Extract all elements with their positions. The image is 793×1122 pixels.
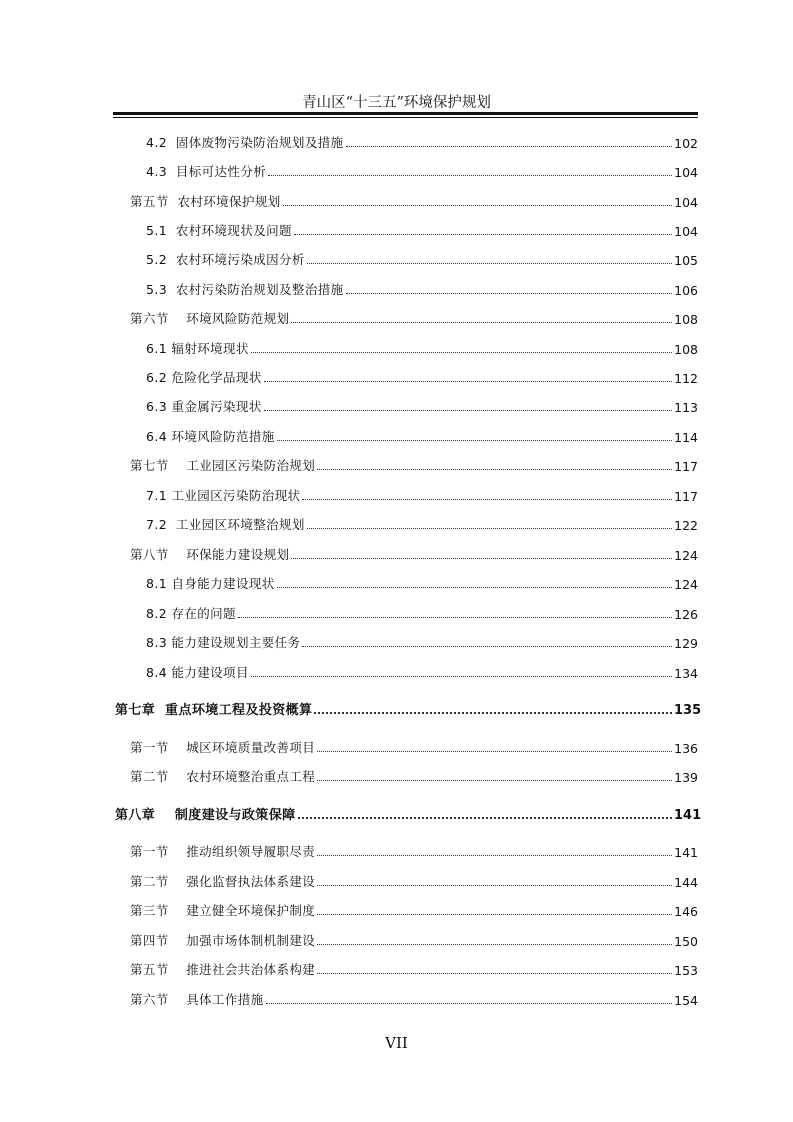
toc-dot-leader	[251, 351, 672, 353]
toc-entry-page-number: 144	[674, 875, 698, 890]
toc-entry-title: 第五节 推进社会共治体系构建	[130, 962, 316, 977]
toc-dot-leader	[314, 711, 672, 714]
toc-section-entry[interactable]	[130, 929, 698, 949]
toc-dot-leader	[317, 750, 672, 752]
toc-dot-leader	[268, 174, 672, 176]
toc-dot-leader	[302, 645, 672, 647]
page-number: VII	[385, 1034, 408, 1052]
toc-dot-leader	[294, 233, 672, 235]
toc-subsection-entry[interactable]	[146, 160, 698, 180]
toc-dot-leader	[307, 262, 672, 264]
toc-entry-title: 8.4 能力建设项目	[146, 665, 249, 680]
toc-entry-title: 第五节 农村环境保护规划	[130, 194, 281, 209]
toc-entry-title: 第三节 建立健全环境保护制度	[130, 903, 316, 918]
toc-entry-page-number: 153	[674, 963, 698, 978]
toc-entry-title: 5.1 农村环境现状及问题	[146, 223, 292, 238]
toc-section-entry[interactable]	[130, 958, 698, 978]
toc-subsection-entry[interactable]	[146, 366, 698, 386]
toc-entry-title: 6.2 危险化学品现状	[146, 370, 262, 385]
toc-entry-page-number: 113	[674, 400, 698, 415]
toc-entry-title: 4.3 目标可达性分析	[146, 164, 267, 179]
toc-entry-page-number: 108	[674, 342, 698, 357]
toc-subsection-entry[interactable]	[146, 395, 698, 415]
toc-entry-page-number: 106	[674, 283, 698, 298]
toc-entry-title: 8.2 存在的问题	[146, 606, 236, 621]
toc-entry-page-number: 141	[674, 808, 702, 823]
toc-entry-title: 8.3 能力建设规划主要任务	[146, 635, 301, 650]
toc-entry-page-number: 146	[674, 904, 698, 919]
toc-entry-page-number: 102	[674, 136, 698, 151]
toc-subsection-entry[interactable]	[146, 337, 698, 357]
toc-dot-leader	[346, 145, 672, 147]
toc-section-entry[interactable]	[130, 840, 698, 860]
toc-section-entry[interactable]	[130, 454, 698, 474]
toc-entry-page-number: 134	[674, 666, 698, 681]
toc-subsection-entry[interactable]	[146, 602, 698, 622]
toc-entry-title: 第四节 加强市场体制机制建设	[130, 933, 316, 948]
toc-entry-page-number: 154	[674, 993, 698, 1008]
toc-chapter-entry[interactable]	[115, 803, 702, 823]
toc-entry-title: 6.3 重金属污染现状	[146, 399, 262, 414]
toc-dot-leader	[266, 1002, 672, 1004]
toc-entry-page-number: 135	[674, 703, 702, 718]
toc-entry-title: 6.4 环境风险防范措施	[146, 429, 275, 444]
toc-subsection-entry[interactable]	[146, 131, 698, 151]
toc-entry-title: 第七节 工业园区污染防治规划	[130, 458, 316, 473]
toc-entry-page-number: 104	[674, 165, 698, 180]
toc-entry-title: 第六节 环境风险防范规划	[130, 311, 290, 326]
toc-subsection-entry[interactable]	[146, 572, 698, 592]
toc-section-entry[interactable]	[130, 899, 698, 919]
toc-subsection-entry[interactable]	[146, 631, 698, 651]
running-header-title: 青山区“十三五”环境保护规划	[302, 95, 491, 111]
toc-entry-title: 第二节 农村环境整治重点工程	[130, 769, 316, 784]
toc-dot-leader	[291, 321, 672, 323]
toc-entry-page-number: 108	[674, 312, 698, 327]
toc-subsection-entry[interactable]	[146, 661, 698, 681]
toc-subsection-entry[interactable]	[146, 248, 698, 268]
toc-entry-page-number: 117	[674, 459, 698, 474]
toc-entry-page-number: 122	[674, 518, 698, 533]
toc-entry-page-number: 104	[674, 224, 698, 239]
toc-entry-page-number: 114	[674, 430, 698, 445]
toc-entry-page-number: 117	[674, 489, 698, 504]
toc-entry-page-number: 126	[674, 607, 698, 622]
toc-entry-title: 8.1 自身能力建设现状	[146, 576, 275, 591]
toc-section-entry[interactable]	[130, 765, 698, 785]
toc-subsection-entry[interactable]	[146, 278, 698, 298]
toc-entry-page-number: 105	[674, 253, 698, 268]
toc-section-entry[interactable]	[130, 307, 698, 327]
toc-dot-leader	[277, 586, 672, 588]
toc-section-entry[interactable]	[130, 190, 698, 210]
toc-entry-title: 第一节 城区环境质量改善项目	[130, 740, 316, 755]
toc-entry-page-number: 104	[674, 195, 698, 210]
toc-section-entry[interactable]	[130, 736, 698, 756]
toc-dot-leader	[317, 884, 672, 886]
toc-entry-title: 第八节 环保能力建设规划	[130, 547, 290, 562]
toc-entry-title: 第六节 具体工作措施	[130, 992, 264, 1007]
toc-entry-title: 第八章 制度建设与政策保障	[115, 808, 296, 823]
toc-dot-leader	[277, 439, 672, 441]
toc-entry-page-number: 124	[674, 548, 698, 563]
toc-entry-page-number: 141	[674, 845, 698, 860]
toc-subsection-entry[interactable]	[146, 219, 698, 239]
toc-chapter-entry[interactable]	[115, 698, 702, 718]
toc-dot-leader	[317, 854, 672, 856]
toc-entry-title: 第七章 重点环境工程及投资概算	[115, 703, 313, 718]
toc-dot-leader	[346, 292, 672, 294]
toc-dot-leader	[264, 409, 672, 411]
toc-dot-leader	[238, 616, 672, 618]
toc-entry-title: 第一节 推动组织领导履职尽责	[130, 844, 316, 859]
toc-dot-leader	[307, 527, 672, 529]
toc-entry-title: 7.2 工业园区环境整治规划	[146, 517, 305, 532]
toc-entry-title: 4.2 固体废物污染防治规划及措施	[146, 135, 344, 150]
toc-section-entry[interactable]	[130, 543, 698, 563]
toc-dot-leader	[291, 557, 672, 559]
toc-entry-page-number: 150	[674, 934, 698, 949]
toc-subsection-entry[interactable]	[146, 513, 698, 533]
toc-dot-leader	[283, 204, 672, 206]
toc-dot-leader	[264, 380, 672, 382]
toc-section-entry[interactable]	[130, 870, 698, 890]
toc-dot-leader	[251, 675, 672, 677]
toc-dot-leader	[317, 913, 672, 915]
toc-entry-page-number: 112	[674, 371, 698, 386]
toc-entry-page-number: 124	[674, 577, 698, 592]
toc-entry-page-number: 136	[674, 741, 698, 756]
toc-subsection-entry[interactable]	[146, 484, 698, 504]
toc-entry-title: 7.1 工业园区污染防治现状	[146, 488, 301, 503]
toc-subsection-entry[interactable]	[146, 425, 698, 445]
toc-entry-title: 第二节 强化监督执法体系建设	[130, 874, 316, 889]
toc-entry-title: 6.1 辐射环境现状	[146, 341, 249, 356]
toc-dot-leader	[317, 943, 672, 945]
toc-entry-title: 5.2 农村环境污染成因分析	[146, 252, 305, 267]
toc-section-entry[interactable]	[130, 988, 698, 1008]
toc-entry-page-number: 129	[674, 636, 698, 651]
toc-dot-leader	[317, 972, 672, 974]
toc-dot-leader	[317, 468, 672, 470]
toc-dot-leader	[298, 816, 672, 819]
toc-entry-page-number: 139	[674, 770, 698, 785]
toc-dot-leader	[317, 779, 672, 781]
toc-entry-title: 5.3 农村污染防治规划及整治措施	[146, 282, 344, 297]
toc-dot-leader	[302, 498, 672, 500]
